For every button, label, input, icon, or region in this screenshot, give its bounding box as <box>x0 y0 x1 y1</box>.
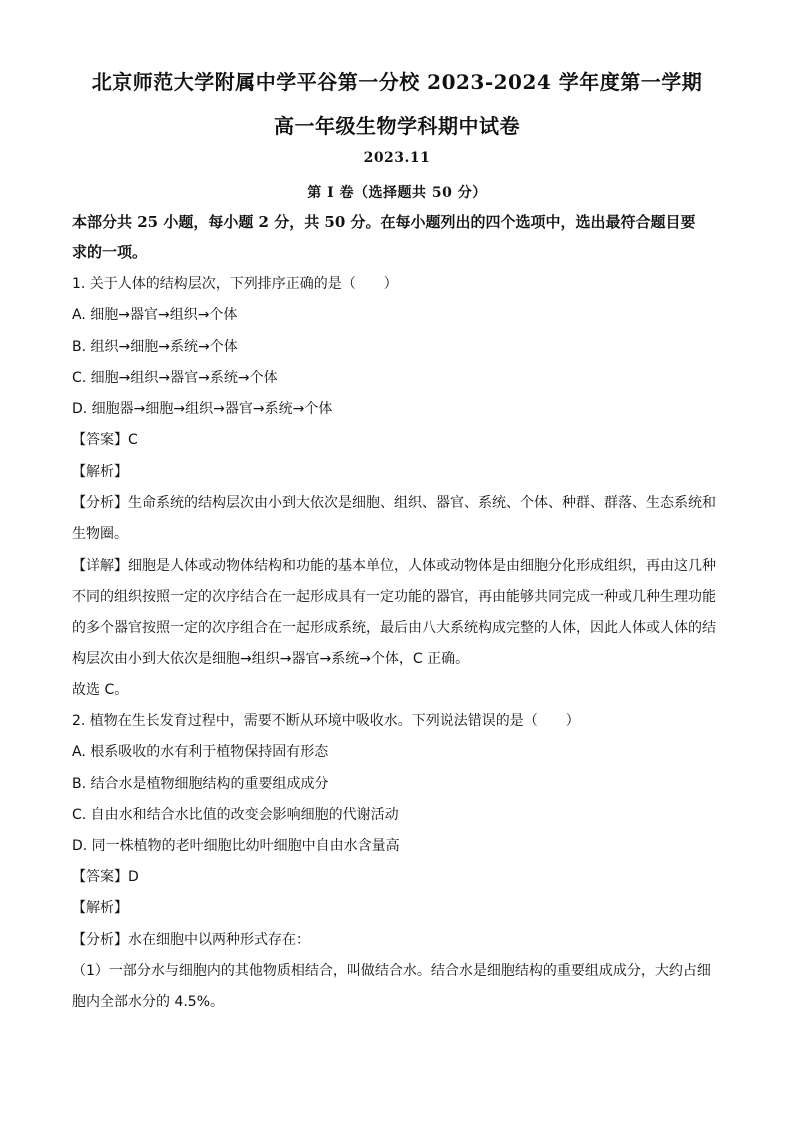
q2-fenxi-line-3: 胞内全部水分的 4.5%。 <box>72 994 225 1010</box>
q1-stem: 1. 关于人体的结构层次，下列排序正确的是（ ） <box>72 276 398 292</box>
q1-detail-line-3: 的多个器官按照一定的次序组合在一起形成系统，最后由八大系统构成完整的人体，因此人体或人体的结 <box>72 620 716 636</box>
q1-detail-line-2: 不同的组织按照一定的次序结合在一起形成具有一定功能的器官，再由能够共同完成一种或几种生理功能 <box>72 589 716 605</box>
q1-option-a: A. 细胞→器官→组织→个体 <box>72 307 238 323</box>
q2-fenxi-line-1: 【分析】水在细胞中以两种形式存在： <box>72 932 310 948</box>
q1-option-d: D. 细胞器→细胞→组织→器官→系统→个体 <box>72 401 333 417</box>
exam-title: 北京师范大学附属中学平谷第一分校 2023-2024 学年度第一学期 <box>91 70 703 94</box>
q1-fenxi-line-1: 【分析】生命系统的结构层次由小到大依次是细胞、组织、器官、系统、个体、种群、群落、生态系统和 <box>72 495 716 511</box>
q2-option-d: D. 同一株植物的老叶细胞比幼叶细胞中自由水含量高 <box>72 838 400 854</box>
exam-subtitle: 高一年级生物学科期中试卷 <box>274 114 520 138</box>
q2-stem: 2. 植物在生长发育过程中，需要不断从环境中吸收水。下列说法错误的是（ ） <box>72 713 580 729</box>
q1-detail-line-1: 【详解】细胞是人体或动物体结构和功能的基本单位，人体或动物体是由细胞分化形成组织，再由这几种 <box>72 558 716 574</box>
q2-analysis-tag: 【解析】 <box>72 900 128 916</box>
instructions-line-2: 求的一项。 <box>72 243 148 261</box>
q2-fenxi-line-2: （1）一部分水与细胞内的其他物质相结合，叫做结合水。结合水是细胞结构的重要组成成分，大约占细 <box>72 963 711 979</box>
q2-option-c: C. 自由水和结合水比值的改变会影响细胞的代谢活动 <box>72 807 399 823</box>
q2-option-b: B. 结合水是植物细胞结构的重要组成成分 <box>72 776 329 792</box>
q1-option-c: C. 细胞→组织→器官→系统→个体 <box>72 370 278 386</box>
q1-answer: 【答案】C <box>72 432 138 448</box>
exam-date: 2023.11 <box>363 150 431 166</box>
instructions-line-1: 本部分共 25 小题，每小题 2 分，共 50 分。在每小题列出的四个选项中，选出最符合题目要 <box>72 213 696 231</box>
q2-option-a: A. 根系吸收的水有利于植物保持固有形态 <box>72 744 329 760</box>
q2-answer: 【答案】D <box>72 869 139 885</box>
q1-conclusion: 故选 C。 <box>72 682 129 698</box>
section-heading: 第 I 卷（选择题共 50 分） <box>307 185 487 201</box>
q1-analysis-tag: 【解析】 <box>72 464 128 480</box>
q1-fenxi-line-2: 生物圈。 <box>72 526 128 542</box>
q1-option-b: B. 组织→细胞→系统→个体 <box>72 339 238 355</box>
q1-detail-line-4: 构层次由小到大依次是细胞→组织→器官→系统→个体，C 正确。 <box>72 651 470 667</box>
